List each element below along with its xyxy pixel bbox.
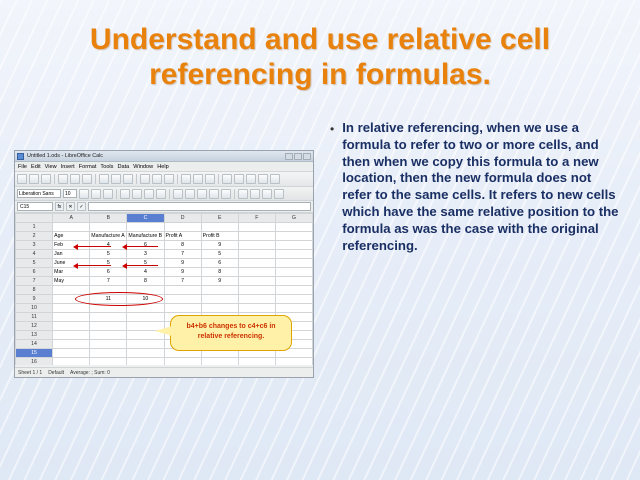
cell-d6[interactable]: 9 [164,268,201,277]
print-icon[interactable] [70,174,80,184]
table-row[interactable] [16,304,313,313]
open-icon[interactable] [29,174,39,184]
row-header-15[interactable]: 15 [16,349,53,358]
cell-a6[interactable]: Mar [53,268,90,277]
cell-g1[interactable] [275,223,312,232]
row-header-13[interactable]: 13 [16,331,53,340]
align-left-icon[interactable] [120,189,130,199]
menu-data[interactable]: Data [117,163,130,170]
toolbar-separator [54,174,55,184]
cell-g10[interactable] [275,304,312,313]
table-row[interactable] [16,358,313,366]
copy-icon[interactable] [111,174,121,184]
menu-help[interactable]: Help [157,163,169,170]
align-center-icon[interactable] [132,189,142,199]
spelling-icon[interactable] [246,174,256,184]
menu-file[interactable]: File [18,163,28,170]
cell-c7[interactable]: 8 [127,277,164,286]
cell-e4[interactable]: 5 [201,250,238,259]
cell-a3[interactable]: Feb [53,241,90,250]
cell-a12[interactable] [53,322,90,331]
autofilter-icon[interactable] [205,174,215,184]
bullet-marker-icon: • [330,122,335,136]
cell-a13[interactable] [53,331,90,340]
cell-b9[interactable]: 11 [90,295,127,304]
toolbar-separator [95,174,96,184]
table-row[interactable] [16,286,313,295]
menu-format[interactable]: Format [78,163,97,170]
column-header-row [16,214,313,223]
cell-d5[interactable]: 9 [164,259,201,268]
add-decimal-icon[interactable] [209,189,219,199]
cell-a11[interactable] [53,313,90,322]
cell-e6[interactable]: 8 [201,268,238,277]
bullet-text: In relative referencing, when we use a formula to refer to two or more cells, and then when we copy this formula to a new location, then the new formula does not refer to the same cells. It refers to new cells which have the same relative position to the formula as was the case with the original referencing. [342,120,619,253]
status-sheet: Sheet 1 / 1 [18,369,43,376]
table-row[interactable] [16,268,313,277]
cell-e5[interactable]: 6 [201,259,238,268]
cell-f7[interactable] [238,277,275,286]
toolbar-separator [116,189,117,199]
cell-d16[interactable] [164,358,201,366]
help-icon[interactable] [270,174,280,184]
calc-formula-bar[interactable] [15,201,313,213]
insert-chart-icon[interactable] [222,174,232,184]
cell-e3[interactable]: 9 [201,241,238,250]
calc-window-title: Untitled 1.ods - LibreOffice Calc [27,153,104,159]
cell-b12[interactable] [90,322,127,331]
row-header-7[interactable]: 7 [16,277,53,286]
column-header-a[interactable]: A [53,214,90,223]
insert-image-icon[interactable] [234,174,244,184]
font-name-input[interactable]: Liberation Sans [17,189,61,198]
cell-c6[interactable]: 4 [127,268,164,277]
export-pdf-icon[interactable] [58,174,68,184]
cell-d4[interactable]: 7 [164,250,201,259]
cell-a5[interactable]: June [53,259,90,268]
toolbar-separator [218,174,219,184]
cell-f2[interactable] [238,232,275,241]
italic-icon[interactable] [91,189,101,199]
column-header-f[interactable]: F [238,214,275,223]
row-header-16[interactable]: 16 [16,358,53,366]
row-header-4[interactable]: 4 [16,250,53,259]
calc-app-icon [17,153,24,160]
column-header-b[interactable]: B [90,214,127,223]
menu-tools[interactable]: Tools [100,163,114,170]
row-header-10[interactable]: 10 [16,304,53,313]
cell-d2[interactable]: Profit A [164,232,201,241]
menu-edit[interactable]: Edit [31,163,41,170]
increase-indent-icon[interactable] [238,189,248,199]
table-row[interactable] [16,241,313,250]
merge-cells-icon[interactable] [173,189,183,199]
callout-bubble: b4+b6 changes to c4+c6 in relative referencing. [170,315,292,351]
cell-a16[interactable] [53,358,90,366]
menu-view[interactable]: View [44,163,57,170]
cell-c14[interactable] [127,340,164,349]
font-size-input[interactable]: 10 [63,189,77,198]
cell-d9[interactable] [164,295,201,304]
row-header-5[interactable]: 5 [16,259,53,268]
cell-g3[interactable] [275,241,312,250]
cell-a1[interactable] [53,223,90,232]
cell-a4[interactable]: Jan [53,250,90,259]
cell-a10[interactable] [53,304,90,313]
row-header-14[interactable]: 14 [16,340,53,349]
toolbar-separator [234,189,235,199]
align-right-icon[interactable] [144,189,154,199]
table-row[interactable] [16,295,313,304]
cell-f16[interactable] [238,358,275,366]
cancel-input-icon[interactable]: ✕ [66,202,75,211]
toolbar-separator [169,189,170,199]
cell-g8[interactable] [275,286,312,295]
cell-e2[interactable]: Profit B [201,232,238,241]
calc-menubar[interactable] [15,162,313,172]
underline-icon[interactable] [103,189,113,199]
cell-c16[interactable] [127,358,164,366]
table-row[interactable] [16,250,313,259]
status-page-style: Default [48,369,65,376]
accept-input-icon[interactable]: ✓ [77,202,86,211]
cell-g6[interactable] [275,268,312,277]
cell-f8[interactable] [238,286,275,295]
cell-f4[interactable] [238,250,275,259]
save-icon[interactable] [41,174,51,184]
table-row[interactable] [16,259,313,268]
cell-e7[interactable]: 9 [201,277,238,286]
annotation-arrow-3 [77,265,111,266]
column-header-e[interactable]: E [201,214,238,223]
cell-e8[interactable] [201,286,238,295]
calc-formatting-toolbar[interactable] [15,187,313,201]
menu-window[interactable]: Window [133,163,154,170]
cell-d7[interactable]: 7 [164,277,201,286]
borders-icon[interactable] [262,189,272,199]
cell-a15[interactable] [53,349,90,358]
window-controls[interactable] [285,153,311,160]
cell-g5[interactable] [275,259,312,268]
calc-status-bar [15,367,313,377]
cell-g9[interactable] [275,295,312,304]
status-sum: Average: ; Sum: 0 [70,369,110,376]
row-header-6[interactable]: 6 [16,268,53,277]
cell-b3[interactable]: 4 [90,241,127,250]
row-header-11[interactable]: 11 [16,313,53,322]
maximize-button[interactable] [294,153,302,160]
cell-g2[interactable] [275,232,312,241]
cell-g4[interactable] [275,250,312,259]
undo-icon[interactable] [152,174,162,184]
row-header-1[interactable]: 1 [16,223,53,232]
row-header-12[interactable]: 12 [16,322,53,331]
cell-g7[interactable] [275,277,312,286]
cell-c3[interactable]: 6 [127,241,164,250]
cell-e9[interactable] [201,295,238,304]
annotation-arrow-1 [77,246,111,247]
table-row[interactable] [16,223,313,232]
cell-c4[interactable]: 3 [127,250,164,259]
background-color-icon[interactable] [274,189,284,199]
cell-c15-selected[interactable] [127,349,164,358]
cell-c1[interactable] [127,223,164,232]
cell-e16[interactable] [201,358,238,366]
corner-select-all[interactable] [16,214,53,223]
toolbar-separator [136,174,137,184]
annotation-ellipse-b9-c9 [75,292,163,306]
percent-format-icon[interactable] [197,189,207,199]
close-button[interactable] [303,153,311,160]
cell-c11[interactable] [127,313,164,322]
column-header-c[interactable]: C [127,214,164,223]
cell-f3[interactable] [238,241,275,250]
cell-f9[interactable] [238,295,275,304]
cell-b7[interactable]: 7 [90,277,127,286]
cell-a7[interactable]: May [53,277,90,286]
currency-format-icon[interactable] [185,189,195,199]
row-header-3[interactable]: 3 [16,241,53,250]
menu-insert[interactable]: Insert [60,163,75,170]
cell-b16[interactable] [90,358,127,366]
formula-input[interactable] [88,202,311,211]
cell-b11[interactable] [90,313,127,322]
bullet-paragraph [330,120,622,254]
table-row[interactable] [16,232,313,241]
annotation-arrow-4 [126,265,158,266]
cell-b4[interactable]: 5 [90,250,127,259]
column-header-d[interactable]: D [164,214,201,223]
row-header-8[interactable]: 8 [16,286,53,295]
cell-b6[interactable]: 6 [90,268,127,277]
cell-c9[interactable]: 10 [127,295,164,304]
bold-icon[interactable] [79,189,89,199]
cut-icon[interactable] [99,174,109,184]
new-document-icon[interactable] [17,174,27,184]
cell-c5[interactable]: 5 [127,259,164,268]
cell-b2[interactable]: Manufacture A [90,232,127,241]
toolbar-separator [177,174,178,184]
cell-g16[interactable] [275,358,312,366]
delete-decimal-icon[interactable] [221,189,231,199]
cell-b14[interactable] [90,340,127,349]
annotation-arrow-2 [126,246,158,247]
cell-a2[interactable]: Age [53,232,90,241]
table-row[interactable] [16,277,313,286]
align-justified-icon[interactable] [156,189,166,199]
cell-d1[interactable] [164,223,201,232]
find-replace-icon[interactable] [258,174,268,184]
row-header-2[interactable]: 2 [16,232,53,241]
cell-f5[interactable] [238,259,275,268]
name-box[interactable]: C15 [17,202,53,211]
cell-d3[interactable]: 8 [164,241,201,250]
cell-b1[interactable] [90,223,127,232]
cell-f10[interactable] [238,304,275,313]
cell-b13[interactable] [90,331,127,340]
print-preview-icon[interactable] [82,174,92,184]
cell-f6[interactable] [238,268,275,277]
cell-a14[interactable] [53,340,90,349]
cell-f1[interactable] [238,223,275,232]
cell-b15[interactable] [90,349,127,358]
page-title: Understand and use relative cell referencing in formulas. [89,23,551,92]
clone-formatting-icon[interactable] [140,174,150,184]
row-header-9[interactable]: 9 [16,295,53,304]
cell-b5[interactable]: 5 [90,259,127,268]
cell-d10[interactable] [164,304,201,313]
redo-icon[interactable] [164,174,174,184]
cell-d8[interactable] [164,286,201,295]
cell-a8[interactable] [53,286,90,295]
sort-ascending-icon[interactable] [181,174,191,184]
cell-c2[interactable]: Manufacture B [128,233,163,239]
cell-e10[interactable] [201,304,238,313]
column-header-g[interactable]: G [275,214,312,223]
cell-e1[interactable] [201,223,238,232]
function-wizard-icon[interactable]: fx [55,202,64,211]
calc-standard-toolbar[interactable] [15,172,313,187]
decrease-indent-icon[interactable] [250,189,260,199]
sort-descending-icon[interactable] [193,174,203,184]
calc-titlebar [15,151,313,162]
minimize-button[interactable] [285,153,293,160]
paste-icon[interactable] [123,174,133,184]
